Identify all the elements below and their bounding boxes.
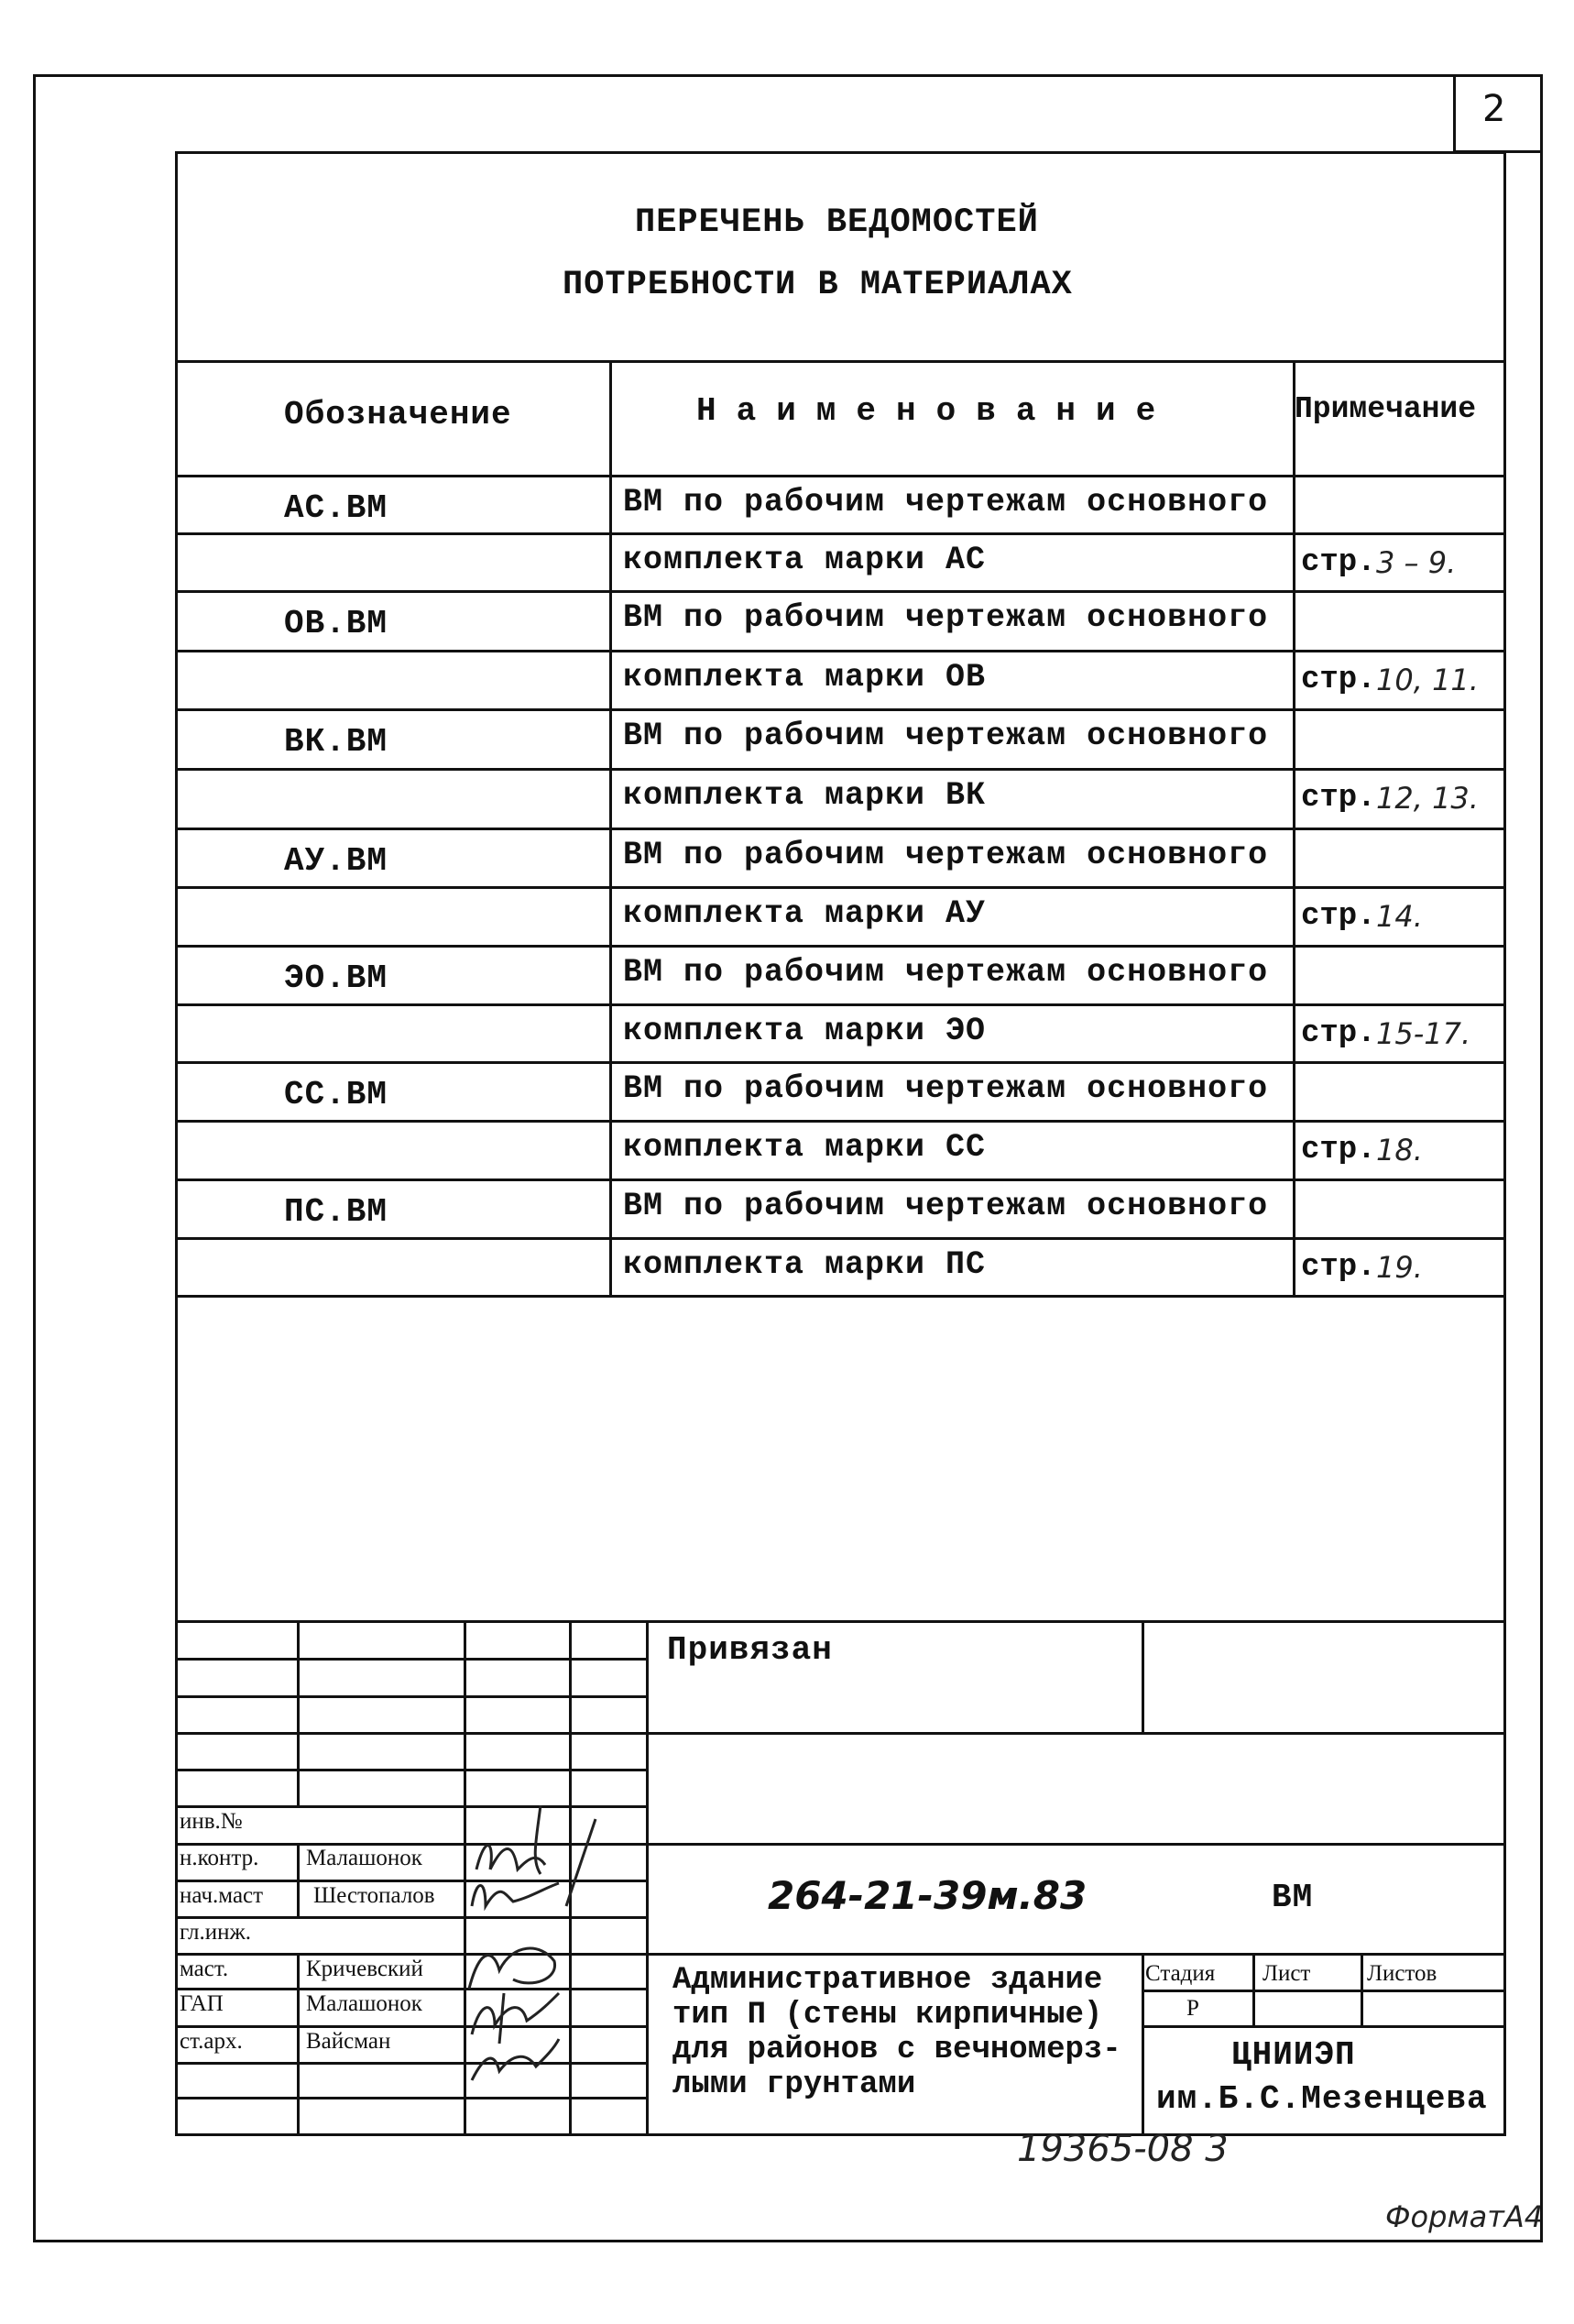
person-name: Малашонок bbox=[306, 1846, 422, 1870]
row-note-prefix: стр. bbox=[1301, 663, 1376, 697]
row-name-line2: комплекта марки ОВ bbox=[623, 659, 987, 696]
person-name: Малашонок bbox=[306, 1991, 422, 2016]
row-note-prefix: стр. bbox=[1301, 781, 1376, 816]
role-label: гл.инж. bbox=[180, 1920, 251, 1945]
row-note-prefix: стр. bbox=[1301, 1016, 1376, 1051]
table-rule bbox=[175, 360, 1506, 363]
row-name-line2: комплекта марки АУ bbox=[623, 895, 987, 932]
role-label: н.контр. bbox=[180, 1846, 259, 1870]
table-subrule bbox=[175, 1120, 1506, 1123]
stamp-column-rule bbox=[1142, 1953, 1144, 2136]
row-note-prefix: стр. bbox=[1301, 899, 1376, 934]
table-rule bbox=[175, 1061, 1506, 1064]
stamp-rule bbox=[1142, 1990, 1506, 1992]
org-name-line2: им.Б.С.Мезенцева bbox=[1156, 2080, 1488, 2118]
description-line: Административное здание bbox=[672, 1963, 1103, 1998]
header-designation: Обозначение bbox=[284, 396, 512, 433]
row-name-line1: ВМ по рабочим чертежам основного bbox=[623, 1070, 1269, 1107]
row-designation: ОВ.ВМ bbox=[284, 605, 388, 642]
table-subrule bbox=[175, 1003, 1506, 1006]
table-rule bbox=[175, 708, 1506, 711]
row-name-line2: комплекта марки АС bbox=[623, 542, 987, 578]
stage-label: Стадия bbox=[1145, 1961, 1216, 1986]
row-name-line1: ВМ по рабочим чертежам основного bbox=[623, 954, 1269, 991]
stamp-column-rule bbox=[297, 1620, 300, 1805]
stamp-column-rule bbox=[1252, 1953, 1255, 2025]
description-line: тип П (стены кирпичные) bbox=[672, 1998, 1103, 2033]
person-name: Шестопалов bbox=[313, 1883, 435, 1908]
row-name-line1: ВМ по рабочим чертежам основного bbox=[623, 1188, 1269, 1224]
table-column-rule bbox=[609, 360, 612, 1297]
row-note-pages: 19. bbox=[1376, 1250, 1423, 1285]
role-label: ст.арх. bbox=[180, 2029, 243, 2054]
stamp-rule bbox=[646, 1732, 1504, 1735]
row-name-line2: комплекта марки ПС bbox=[623, 1246, 987, 1283]
stamp-column-rule bbox=[297, 1953, 300, 2136]
row-note-pages: 12, 13. bbox=[1376, 781, 1479, 816]
stamp-rule bbox=[1142, 2025, 1506, 2028]
stamp-rule bbox=[646, 1953, 1504, 1956]
stamp-rule bbox=[646, 1843, 1504, 1846]
row-designation: ПС.ВМ bbox=[284, 1193, 388, 1231]
stamp-rule bbox=[175, 1732, 646, 1735]
row-designation: СС.ВМ bbox=[284, 1076, 388, 1113]
row-designation: АУ.ВМ bbox=[284, 842, 388, 880]
row-name-line2: комплекта марки СС bbox=[623, 1129, 987, 1166]
description-line: лыми грунтами bbox=[672, 2067, 916, 2102]
description-line: для районов с вечномерз- bbox=[672, 2033, 1121, 2067]
row-name-line1: ВМ по рабочим чертежам основного bbox=[623, 718, 1269, 754]
table-subrule bbox=[175, 768, 1506, 771]
table-rule bbox=[175, 828, 1506, 830]
signatures-icon bbox=[458, 1805, 650, 2108]
row-note-pages: 3 – 9. bbox=[1376, 545, 1457, 580]
sheets-label: Листов bbox=[1367, 1961, 1437, 1986]
row-note-pages: 14. bbox=[1376, 899, 1423, 934]
row-note-pages: 15-17. bbox=[1376, 1016, 1471, 1051]
table-subrule bbox=[175, 886, 1506, 889]
row-name-line2: комплекта марки ВК bbox=[623, 777, 987, 814]
row-name-line1: ВМ по рабочим чертежам основного bbox=[623, 484, 1269, 521]
stamp-rule bbox=[175, 1620, 1506, 1623]
row-note-prefix: стр. bbox=[1301, 1250, 1376, 1285]
row-name-line1: ВМ по рабочим чертежам основного bbox=[623, 837, 1269, 873]
row-name-line2: комплекта марки ЭО bbox=[623, 1013, 987, 1049]
header-note: Примечание bbox=[1295, 392, 1477, 426]
org-name-line1: ЦНИИЭП bbox=[1231, 2036, 1356, 2074]
row-designation: АС.ВМ bbox=[284, 489, 388, 527]
document-code: 264-21-39м.83 bbox=[768, 1873, 1088, 1918]
format-label: ФорматА4 bbox=[1385, 2199, 1544, 2234]
stamp-column-rule bbox=[1361, 1953, 1363, 2025]
role-label: ГАП bbox=[180, 1991, 224, 2016]
header-name: Наименование bbox=[696, 392, 1176, 430]
person-name: Вайсман bbox=[306, 2029, 391, 2054]
table-rule bbox=[175, 945, 1506, 948]
stamp-rule bbox=[175, 1769, 646, 1771]
row-designation: ЭО.ВМ bbox=[284, 959, 388, 997]
table-rule bbox=[175, 1295, 1506, 1298]
stamp-column-rule bbox=[297, 1843, 300, 1916]
document-mark: ВМ bbox=[1272, 1879, 1314, 1916]
table-subrule bbox=[175, 1237, 1506, 1240]
archive-number: 19365-08 3 bbox=[1017, 2128, 1229, 2170]
sheet-label: Лист bbox=[1262, 1961, 1311, 1986]
table-subrule bbox=[175, 650, 1506, 652]
row-note-pages: 10, 11. bbox=[1376, 663, 1479, 697]
table-subrule bbox=[175, 532, 1506, 535]
stamp-rule bbox=[175, 1658, 646, 1661]
table-rule bbox=[175, 475, 1506, 477]
privyazan-label: Привязан bbox=[667, 1631, 833, 1669]
table-column-rule bbox=[1293, 360, 1295, 1297]
row-name-line1: ВМ по рабочим чертежам основного bbox=[623, 599, 1269, 636]
page-title-line1: ПЕРЕЧЕНЬ ВЕДОМОСТЕЙ bbox=[635, 203, 1039, 242]
stage-value: Р bbox=[1186, 1996, 1199, 2021]
table-rule bbox=[175, 1178, 1506, 1181]
page-title-line2: ПОТРЕБНОСТИ В МАТЕРИАЛАХ bbox=[563, 266, 1073, 304]
person-name: Кричевский bbox=[306, 1957, 423, 1981]
row-note-prefix: стр. bbox=[1301, 545, 1376, 580]
row-note-pages: 18. bbox=[1376, 1133, 1423, 1167]
role-label: маст. bbox=[180, 1957, 229, 1981]
page-number: 2 bbox=[1482, 88, 1507, 130]
row-designation: ВК.ВМ bbox=[284, 723, 388, 761]
stamp-column-rule bbox=[1142, 1620, 1144, 1732]
inv-no-label: инв.№ bbox=[180, 1809, 243, 1834]
role-label: нач.маст bbox=[180, 1883, 264, 1908]
table-rule bbox=[175, 590, 1506, 593]
stamp-rule bbox=[175, 1695, 646, 1698]
row-note-prefix: стр. bbox=[1301, 1133, 1376, 1167]
